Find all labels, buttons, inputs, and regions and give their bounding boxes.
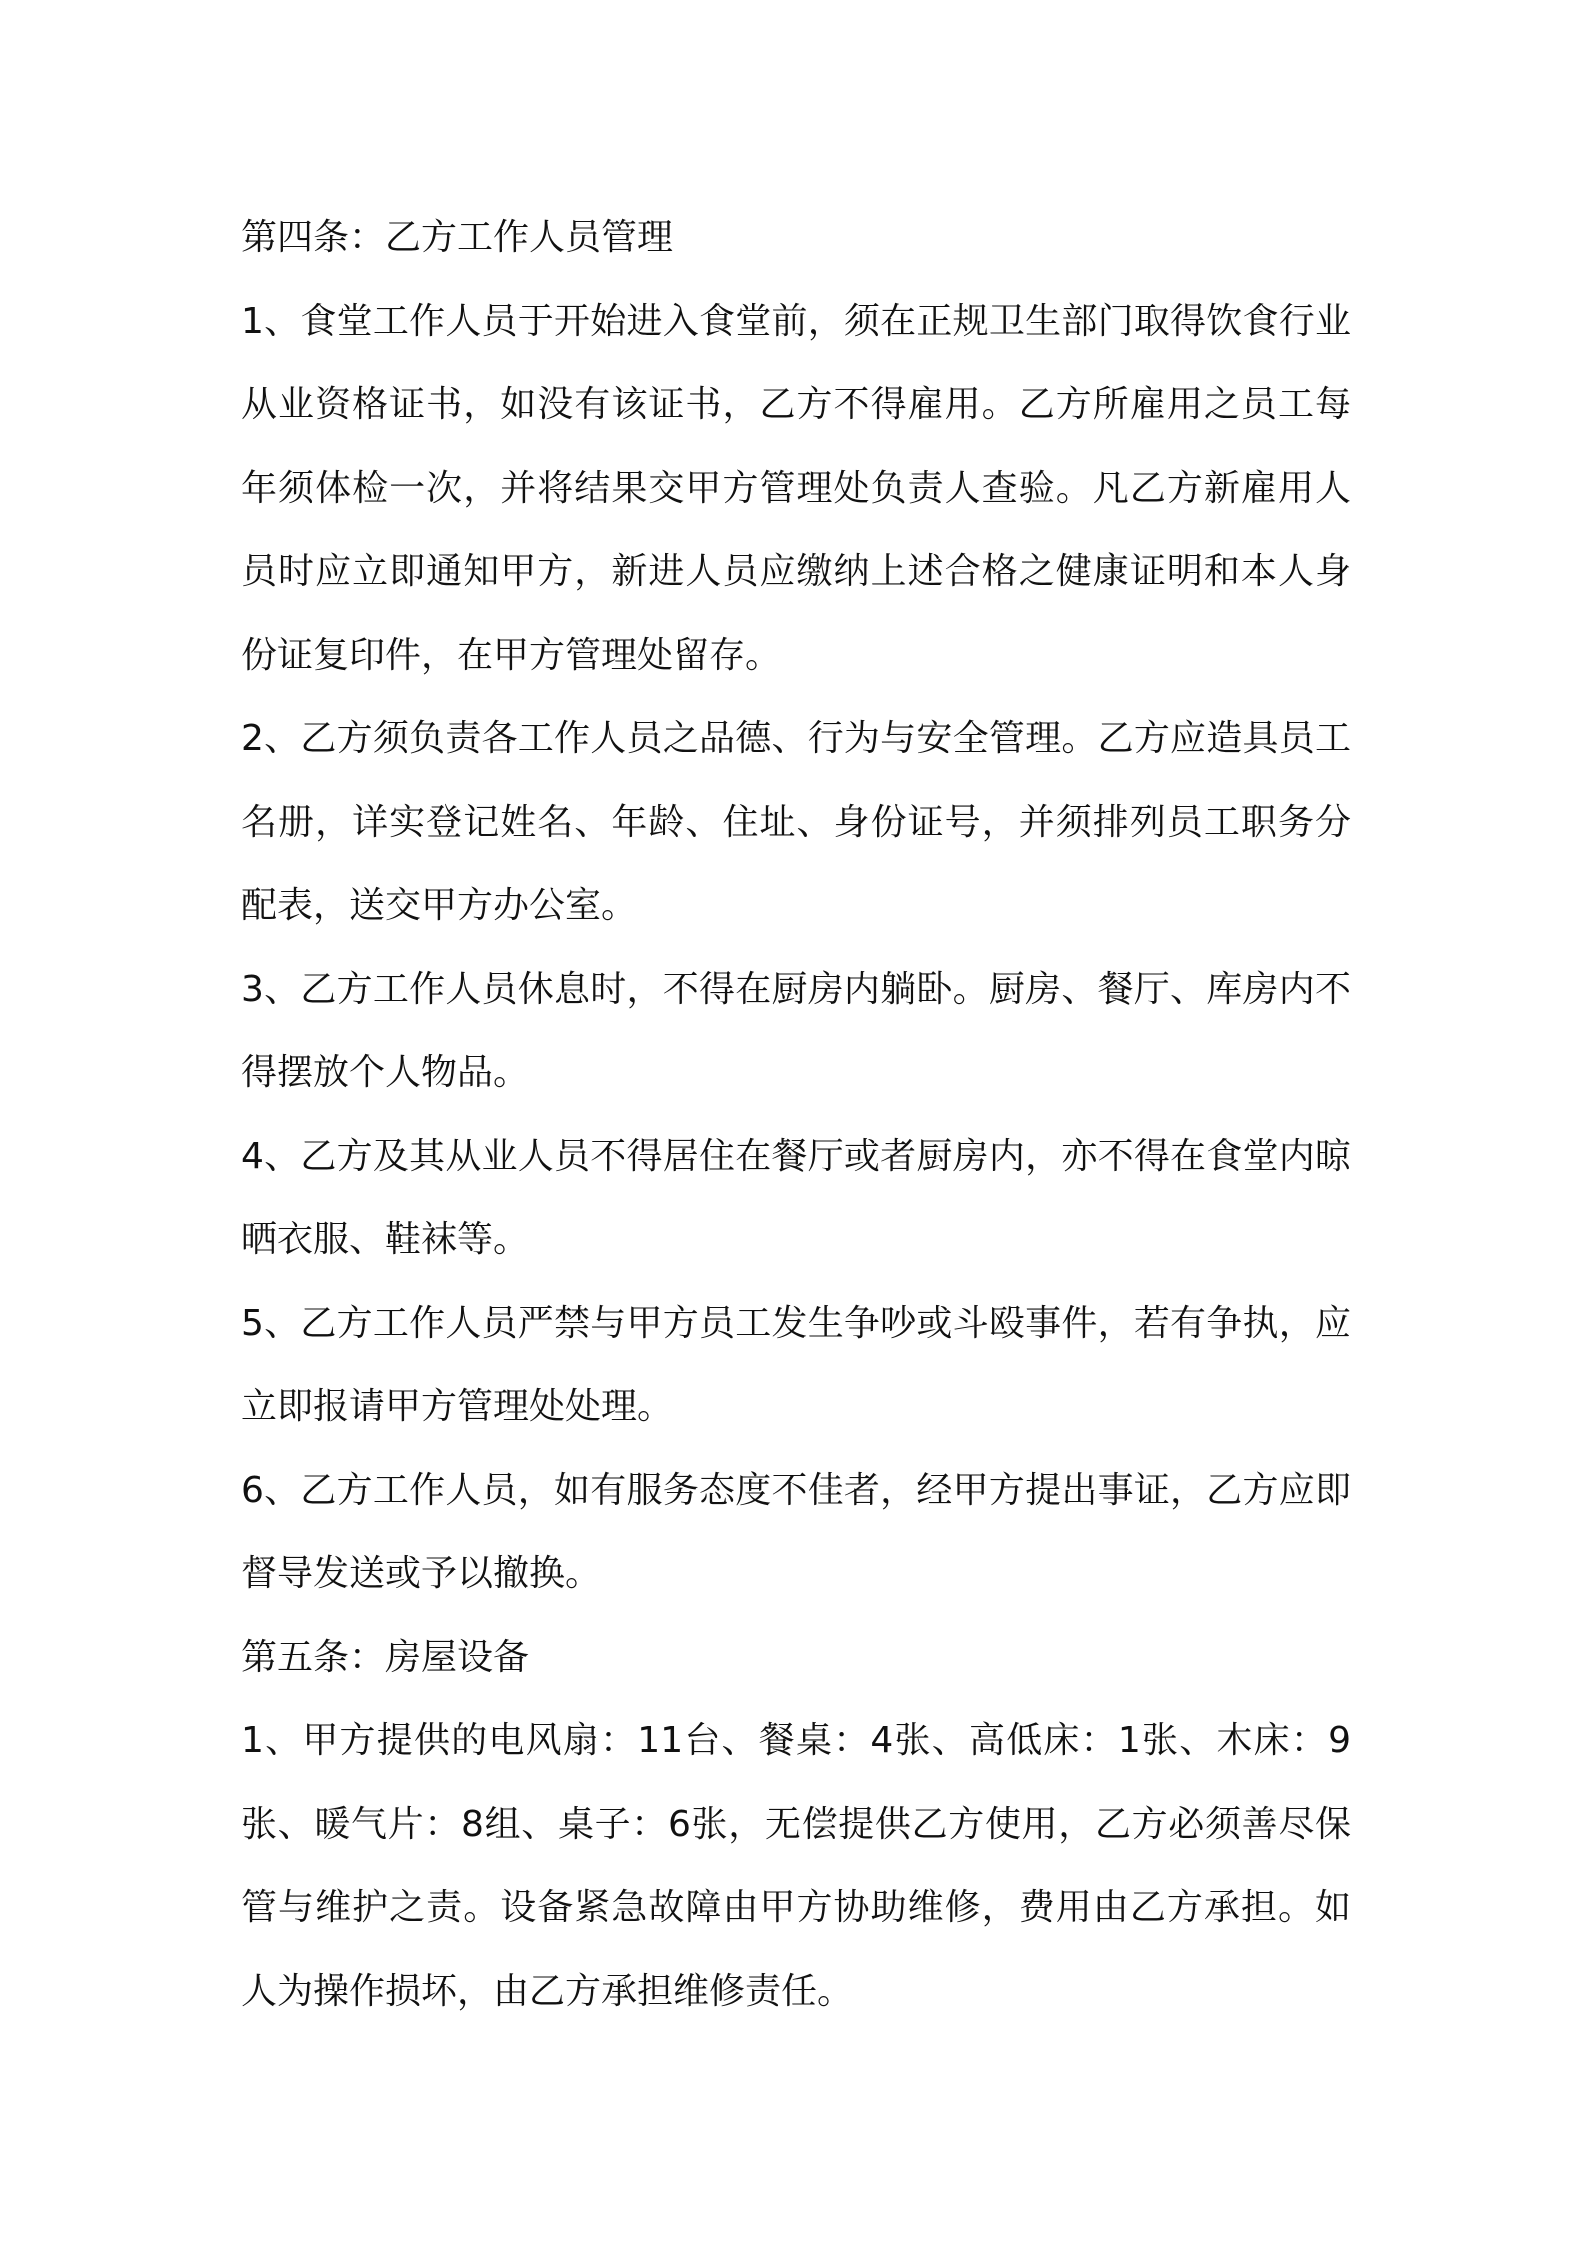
clause-4-1: 1、食堂工作人员于开始进入食堂前，须在正规卫生部门取得饮食行业从业资格证书，如没有该证书，乙方不得雇用。乙方所雇用之员工每年须体检一次，并将结果交甲方管理处负责人查验。凡乙方新雇用人员时应立即通知甲方，新进人员应缴纳上述合格之健康证明和本人身份证复印件，在甲方管理处留存。 — [241, 300, 1351, 676]
clause-4-4: 4、乙方及其从业人员不得居住在餐厅或者厨房内，亦不得在食堂内晾晒衣服、鞋袜等。 — [241, 1135, 1351, 1260]
clause-4-3: 3、乙方工作人员休息时，不得在厨房内躺卧。厨房、餐厅、库房内不得摆放个人物品。 — [241, 968, 1351, 1093]
clause-4-2: 2、乙方须负责各工作人员之品德、行为与安全管理。乙方应造具员工名册，详实登记姓名、年龄、住址、身份证号，并须排列员工职务分配表，送交甲方办公室。 — [241, 718, 1351, 926]
clause-5-1: 1、甲方提供的电风扇：11台、餐桌：4张、高低床：1张、木床：9张、暖气片：8组、桌子：6张，无偿提供乙方使用，乙方必须善尽保管与维护之责。设备紧急故障由甲方协助维修，费用由乙方承担。如人为操作损坏，由乙方承担维修责任。 — [241, 1720, 1351, 2012]
section-heading-article-4: 第四条：乙方工作人员管理 — [241, 217, 674, 258]
clause-4-6: 6、乙方工作人员，如有服务态度不佳者，经甲方提出事证，乙方应即督导发送或予以撤换。 — [241, 1469, 1351, 1594]
section-heading-article-5: 第五条：房屋设备 — [241, 1636, 530, 1678]
clause-4-5: 5、乙方工作人员严禁与甲方员工发生争吵或斗殴事件，若有争执，应立即报请甲方管理处处理。 — [241, 1302, 1351, 1427]
document-body — [241, 196, 1351, 2033]
